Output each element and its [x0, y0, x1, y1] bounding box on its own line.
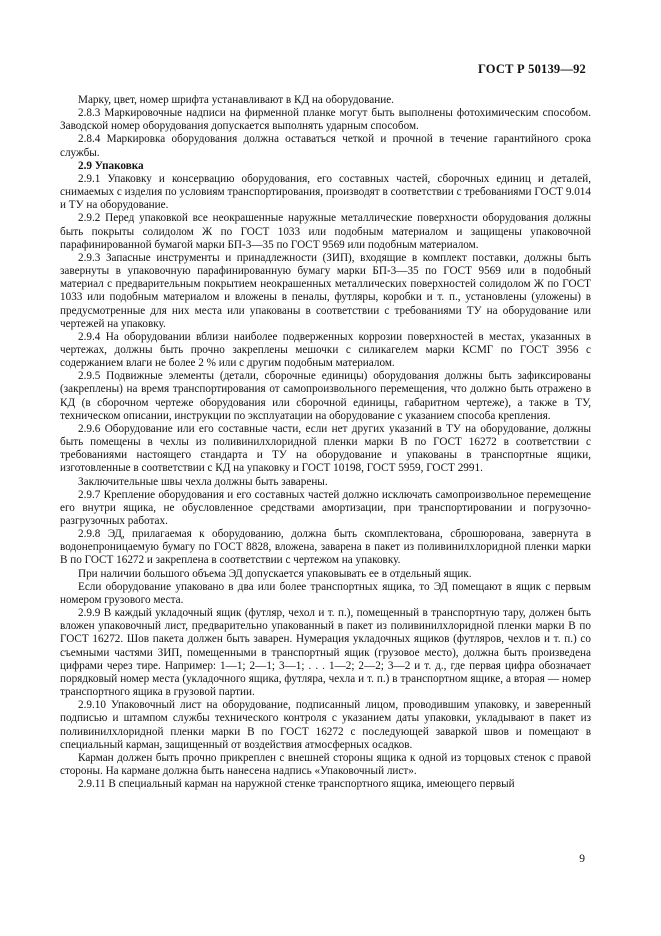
paragraph-2-9-9: 2.9.9 В каждый укладочный ящик (футляр, чехол и т. п.), помещенный в транспортную тару, должен быть вложен упаковочный лист, предварительно упакованный в пакет из поливинилхлоридной пленки марки В по ГОСТ 16272. Шов пакета должен быть заварен. Нумерация укладочных ящиков (футляров, чехлов и т. п.) со съемными частями ЗИП, помещенными в транспортный ящик (грузовое место), должна быть произведена цифрами через тире. Например: 1—1; 2—1; 3—1; . . . 1—2; 2—2; 3—2 и т. д., где первая цифра обозначает порядковый номер места (укладочного ящика, футляра, чехла и т. п.) в транспортном ящике, а вторая — номер транспортного ящика в грузовой партии. — [60, 607, 591, 699]
paragraph-2-9-7: 2.9.7 Крепление оборудования и его составных частей должно исключать самопроизвольное перемещение его внутри ящика, не обусловленное средствами амортизации, при транспортировании и погрузочно-разгрузочных работах. — [60, 488, 591, 527]
paragraph-2-9-2: 2.9.2 Перед упаковкой все неокрашенные наружные металлические поверхности оборудования должны быть покрыты солидолом Ж по ГОСТ 1033 или подобным материалом и защищены упаковочной парафинированной бумагой марки БП-3—35 по ГОСТ 9569 или подобным материалом. — [60, 212, 591, 251]
paragraph-2-8-4: 2.8.4 Маркировка оборудования должна оставаться четкой и прочной в течение гарантийного срока службы. — [60, 133, 591, 159]
paragraph-2-9-6: 2.9.6 Оборудование или его составные части, если нет других указаний в ТУ на оборудование, должны быть помещены в чехлы из поливинилхлоридной пленки марки В по ГОСТ 16272 в соответствии с требованиями настоящего стандарта и ТУ на оборудование и упакованы в транспортные ящики, изготовленные в соответствии с КД на упаковку и ГОСТ 10198, ГОСТ 5959, ГОСТ 2991. — [60, 422, 591, 475]
section-heading-packaging: 2.9 Упаковка — [78, 159, 144, 172]
paragraph-pocket-note: Карман должен быть прочно прикреплен с внешней стороны ящика к одной из торцовых стенок с правой стороны. На кармане должна быть нанесена надпись «Упаковочный лист». — [60, 751, 591, 777]
paragraph-seams-note: Заключительные швы чехла должны быть заварены. — [78, 475, 328, 488]
paragraph-2-8-3: 2.8.3 Маркировочные надписи на фирменной планке могут быть выполнены фотохимическим способом. Заводской номер оборудования допускается выполнять ударным способом. — [60, 107, 591, 133]
paragraph-2-9-4: 2.9.4 На оборудовании вблизи наиболее подверженных коррозии поверхностей в местах, указанных в чертежах, должны быть прочно закреплены мешочки с силикагелем марки КСМГ по ГОСТ 3956 с содержанием влаги не более 2 % или с другим подобным материалом. — [60, 330, 591, 370]
paragraph-2-9-5: 2.9.5 Подвижные элементы (детали, сборочные единицы) оборудования должны быть зафиксированы (закреплены) на время транспортирования от самопроизвольного перемещения, что должно быть отражено в КД (в сборочном чертеже оборудования или сборочной единицы, габаритном чертеже), а также в ТУ, техническом описании, инструкции по эксплуатации на оборудование с указанием способа крепления. — [60, 370, 591, 422]
paragraph-2-9-11: 2.9.11 В специальный карман на наружной стенке транспортного ящика, имеющего первый — [78, 778, 515, 791]
paragraph-2-9-3: 2.9.3 Запасные инструменты и принадлежности (ЗИП), входящие в комплект поставки, должны быть завернуты в упаковочную парафинированную бумагу марки БП-3—35 по ГОСТ 9569 или в подобный материал с предварительным покрытием неокрашенных металлических поверхностей солидолом Ж по ГОСТ 1033 или подобным материалом и вложены в пеналы, футляры, коробки и т. п., установлены (уложены) в предусмотренные для них места или упакованы в соответствии с требованиями ТУ на оборудование или чертежей на упаковку. — [60, 251, 591, 330]
paragraph-ed-separate-box: При наличии большого объема ЭД допускается упаковывать ее в отдельный ящик. — [78, 567, 472, 580]
page-number: 9 — [579, 853, 585, 865]
paragraph-2-9-8: 2.9.8 ЭД, прилагаемая к оборудованию, должна быть скомплектована, сброшюрована, завернута в водонепроницаемую бумагу по ГОСТ 8828, вложена, заварена в пакет из поливинилхлоридной пленки марки В по ГОСТ 16272 и закреплена в соответствии с чертежом на упаковку. — [60, 528, 591, 567]
paragraph-ed-first-box: Если оборудование упаковано в два или более транспортных ящика, то ЭД помещают в ящик с первым номером грузового места. — [60, 580, 591, 606]
paragraph-font-note: Марку, цвет, номер шрифта устанавливают в КД на оборудование. — [78, 94, 394, 106]
document-body — [60, 94, 591, 791]
paragraph-2-9-1: 2.9.1 Упаковку и консервацию оборудования, его составных частей, сборочных единиц и деталей, снимаемых с изделия по условиям транспортирования, производят в соответствии с требованиями ГОСТ 9.014 и ТУ на оборудование. — [60, 172, 591, 212]
paragraph-2-9-10: 2.9.10 Упаковочный лист на оборудование, подписанный лицом, проводившим упаковку, и заверенный подписью и штампом службы технического контроля с указанием даты упаковки, укладывают в пакет из поливинилхлоридной пленки марки В по ГОСТ 16272 с последующей заваркой швов и помещают в специальный карман, защищенный от воздействия атмосферных осадков. — [60, 699, 591, 751]
document-number-header: ГОСТ Р 50139—92 — [477, 62, 586, 76]
